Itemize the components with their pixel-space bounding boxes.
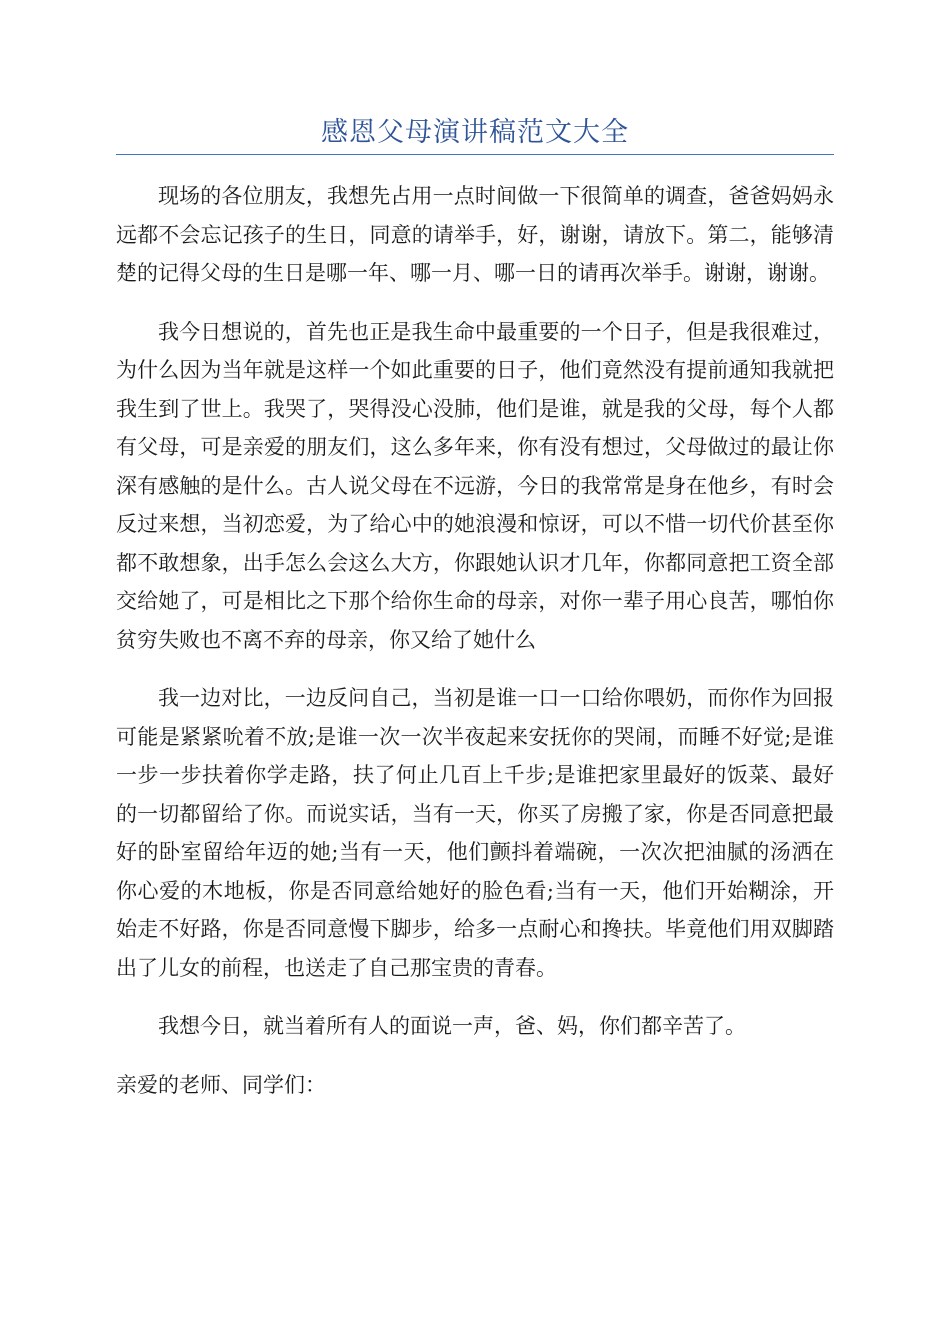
paragraph-3: 我一边对比，一边反问自己，当初是谁一口一口给你喂奶，而你作为回报可能是紧紧吮着不放;是谁一次一次半夜起来安抚你的哭闹，而睡不好觉;是谁一步一步扶着你学走路，扶了何止几百上千步;是谁把家里最好的饭菜、最好的一切都留给了你。而说实话，当有一天，你买了房搬了家，你是否同意把最好的卧室留给年迈的她;当有一天，他们颤抖着端碗，一次次把油腻的汤洒在你心爱的木地板，你是否同意给她好的脸色看;当有一天，他们开始糊涂，开始走不好路，你是否同意慢下脚步，给多一点耐心和搀扶。毕竟他们用双脚踏出了儿女的前程，也送走了自己那宝贵的青春。 [116,686,834,980]
paragraph-4: 我想今日，就当着所有人的面说一声，爸、妈，你们都辛苦了。 [158,1014,746,1038]
salutation: 亲爱的老师、同学们： [116,1072,326,1097]
document-body [116,177,834,1124]
document-title: 感恩父母演讲稿范文大全 [321,117,629,148]
title-underline [116,154,834,155]
paragraph-1: 现场的各位朋友，我想先占用一点时间做一下很简单的调查，爸爸妈妈永远都不会忘记孩子的生日，同意的请举手，好，谢谢，请放下。第二，能够清楚的记得父母的生日是哪一年、哪一月、哪一日的请再次举手。谢谢，谢谢。 [116,184,834,285]
paragraph-2: 我今日想说的，首先也正是我生命中最重要的一个日子，但是我很难过，为什么因为当年就是这样一个如此重要的日子，他们竟然没有提前通知我就把我生到了世上。我哭了，哭得没心没肺，他们是谁，就是我的父母，每个人都有父母，可是亲爱的朋友们，这么多年来，你有没有想过，父母做过的最让你深有感触的是什么。古人说父母在不远游，今日的我常常是身在他乡，有时会反过来想，当初恋爱，为了给心中的她浪漫和惊讶，可以不惜一切代价甚至你都不敢想象，出手怎么会这么大方，你跟她认识才几年，你都同意把工资全部交给她了，可是相比之下那个给你生命的母亲，对你一辈子用心良苦，哪怕你贫穷失败也不离不弃的母亲，你又给了她什么 [116,319,834,652]
